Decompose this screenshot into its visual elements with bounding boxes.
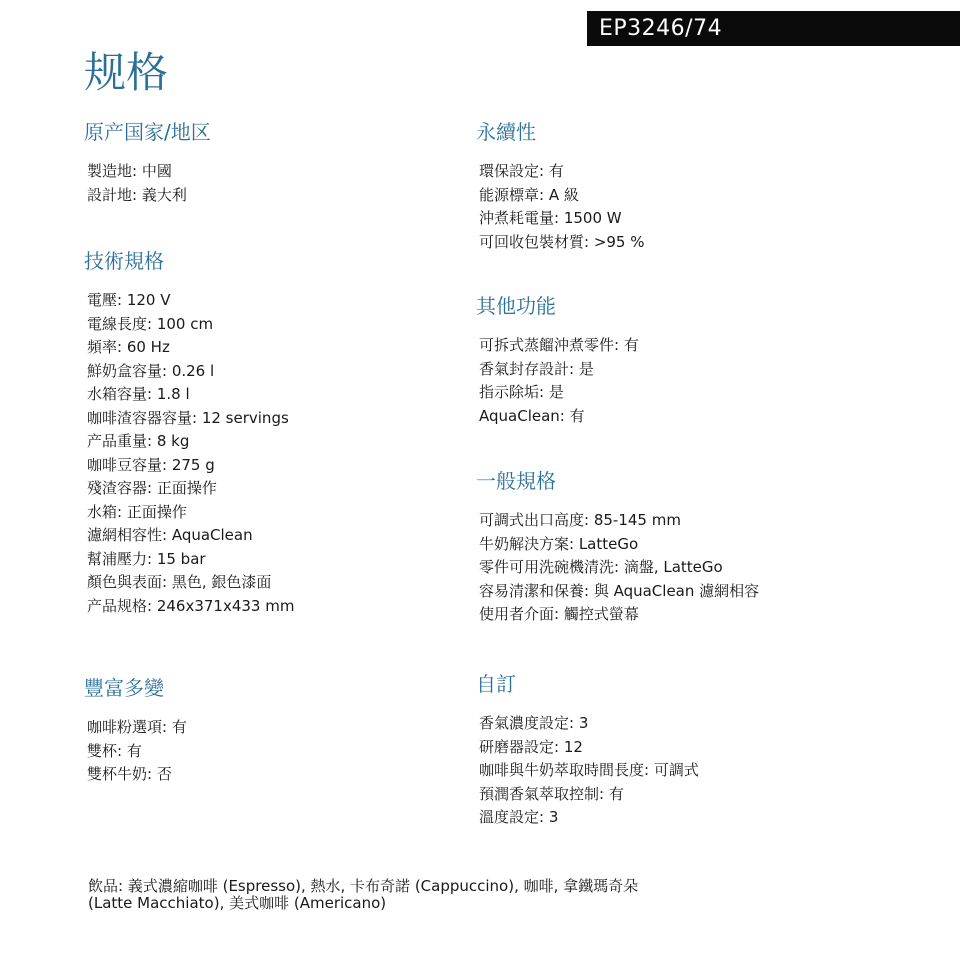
section-technical-specs [84,247,294,618]
spec-list [476,334,639,428]
spec-item: 預潤香氣萃取控制: 有 [479,784,624,803]
spec-item: 牛奶解決方案: LatteGo [479,534,639,553]
spec-item: AquaClean: 有 [479,406,585,425]
spec-list [84,160,211,207]
spec-list [476,509,759,627]
spec-item: 研磨器設定: 12 [479,737,583,756]
beverages-text: 飲品: 義式濃縮咖啡 (Espresso), 熱水, 卡布奇諾 (Cappuccino), 咖啡, 拿鐵瑪奇朵 (Latte Macchiato), 美式咖啡 (Americano) [88,877,639,912]
spec-item: 指示除垢: 是 [479,383,564,401]
spec-item: 電線長度: 100 cm [87,314,214,333]
spec-item: 水箱容量: 1.8 l [87,385,190,403]
spec-item: 水箱: 正面操作 [87,502,187,521]
section-title: 技術規格 [84,249,164,273]
spec-item: 幫浦壓力: 15 bar [87,549,206,568]
spec-item: 溫度設定: 3 [479,808,559,826]
section-title: 豐富多變 [84,676,164,700]
spec-item: 可回收包裝材質: >95 % [479,232,645,251]
spec-item: 香氣濃度設定: 3 [479,714,589,732]
spec-item: 咖啡豆容量: 275 g [87,455,215,474]
section-title: 永續性 [476,120,536,144]
section-general-specs [476,467,759,627]
spec-item: 顏色與表面: 黑色, 銀色漆面 [87,573,272,591]
spec-list [84,716,187,787]
spec-item: 能源標章: A 級 [479,185,579,204]
spec-list [476,160,645,254]
section-sustainability [476,118,645,254]
spec-list [476,712,699,830]
spec-item: 鮮奶盒容量: 0.26 l [87,361,215,380]
spec-item: 咖啡渣容器容量: 12 servings [87,408,289,427]
spec-item: 咖啡粉選項: 有 [87,718,187,736]
spec-item: 雙杯: 有 [87,741,142,760]
page-title: 规格 [84,48,169,97]
spec-item: 产品重量: 8 kg [87,432,190,450]
section-title: 原产国家/地区 [84,120,211,144]
spec-item: 環保設定: 有 [479,162,564,180]
section-other-features [476,292,639,428]
spec-item: 香氣封存設計: 是 [479,359,594,378]
section-versatility [84,674,187,787]
spec-item: 可拆式蒸餾沖煮零件: 有 [479,336,639,354]
spec-item: 濾網相容性: AquaClean [87,526,253,544]
section-origin [84,118,211,207]
section-customization [476,670,699,830]
spec-item: 零件可用洗碗機清洗: 滴盤, LatteGo [479,558,723,576]
spec-item: 使用者介面: 觸控式螢幕 [479,605,639,623]
spec-item: 設計地: 義大利 [87,185,187,204]
section-title: 自訂 [476,672,516,696]
spec-item: 可調式出口高度: 85-145 mm [479,511,681,529]
section-title: 一般規格 [476,469,556,493]
spec-item: 沖煮耗電量: 1500 W [479,209,622,227]
spec-item: 頻率: 60 Hz [87,338,170,356]
spec-item: 製造地: 中國 [87,162,172,180]
spec-item: 電壓: 120 V [87,291,171,309]
spec-list [84,289,294,618]
spec-item: 咖啡與牛奶萃取時間長度: 可調式 [479,761,699,779]
spec-item: 产品规格: 246x371x433 mm [87,596,295,615]
model-number-badge: EP3246/74 [587,11,960,46]
spec-item: 殘渣容器: 正面操作 [87,479,217,497]
section-title: 其他功能 [476,294,556,318]
spec-item: 容易清潔和保養: 與 AquaClean 濾網相容 [479,581,760,600]
spec-item: 雙杯牛奶: 否 [87,765,172,783]
